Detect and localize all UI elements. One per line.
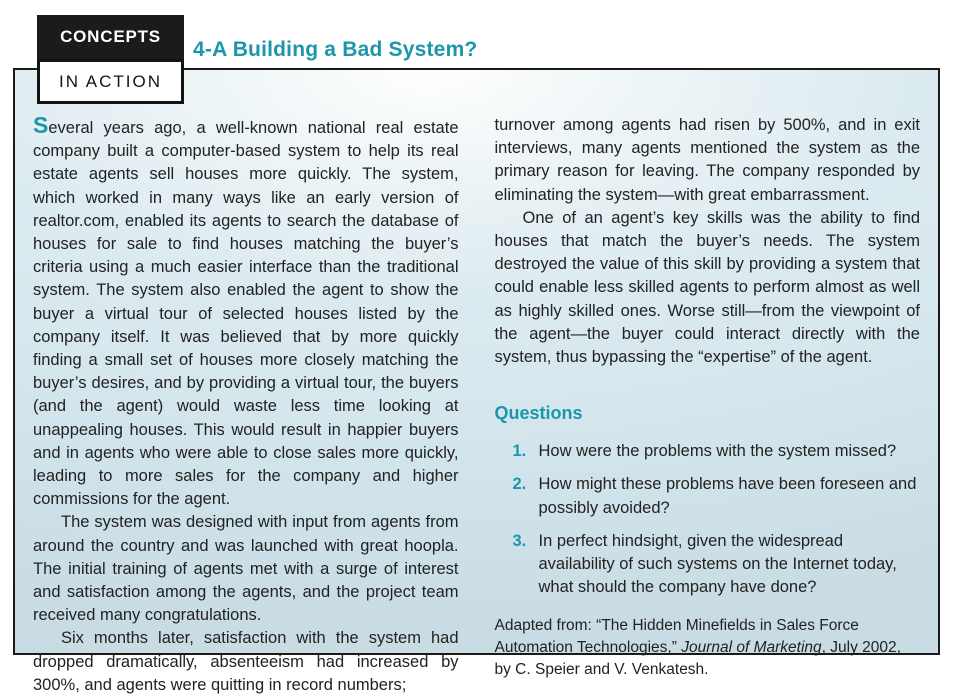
question-text: How might these problems have been foreseen and possibly avoided? bbox=[538, 475, 917, 517]
right-column bbox=[495, 114, 921, 695]
left-column bbox=[33, 114, 459, 695]
citation-suffix: , July 2002, by C. Speier and V. Venkatesh. bbox=[494, 639, 901, 679]
article-paragraph-1 bbox=[33, 114, 459, 511]
citation-prefix: Adapted from: “The Hidden Minefields in Sales Force Automation Technologies,” bbox=[494, 617, 859, 657]
question-number: 2. bbox=[512, 475, 527, 494]
question-item bbox=[495, 530, 921, 600]
article-paragraph-4: turnover among agents had risen by 500%, and in exit interviews, many agents mentioned the system as the primary reason for leaving. The company responded by eliminating the system—with great embarrassment. bbox=[494, 116, 920, 204]
citation bbox=[495, 615, 921, 681]
article-paragraph-5: One of an agent’s key skills was the ability to find houses that match the buyer’s needs. The system destroyed the value of this skill by providing a system that could enable less skilled agents to perform almost as well as highly skilled ones. Worse still—from the viewpoint of the agent—the buyer could interact directly with the system, thus bypassing the “expertise” of the agent. bbox=[494, 208, 920, 367]
in-action-badge-label: IN ACTION bbox=[58, 71, 162, 91]
concepts-badge bbox=[37, 15, 184, 59]
paragraph-1-text: everal years ago, a well-known national real estate company built a computer-based system to help its real estate agents sell houses more quickly. The system, which worked in many ways like an early version of realtor.com, enabled its agents to search the database of houses for sale to find houses matching the buyer’s criteria using a much easier interface than the traditional system. The system also enabled the agent to show the buyer a virtual tour of selected houses listed by the company itself. It was believed that by more quickly finding a small set of houses more closely matching the buyer’s desires, and by providing a virtual tour, the buyers (and the agent) would waste less time looking at unappealing houses. This would result in happier buyers and in agents who were able to close sales more quickly, leading to more sales for the company and higher commissions for the agent. bbox=[33, 119, 459, 509]
concepts-badge-label: CONCEPTS bbox=[60, 27, 161, 46]
question-item bbox=[495, 473, 921, 519]
question-number: 1. bbox=[512, 442, 527, 461]
question-text: In perfect hindsight, given the widespread availability of such systems on the Internet today, what should the company have done? bbox=[538, 531, 897, 597]
in-action-badge bbox=[37, 59, 184, 104]
article-box bbox=[13, 68, 940, 694]
question-item bbox=[495, 440, 921, 463]
question-number: 3. bbox=[512, 531, 527, 550]
questions-heading: Questions bbox=[494, 403, 583, 424]
article-paragraph-3: Six months later, satisfaction with the system had dropped dramatically, absenteeism had increased by 300%, and agents were quitting in record numbers; bbox=[33, 629, 459, 694]
text-columns bbox=[15, 70, 938, 695]
drop-initial: S bbox=[33, 112, 49, 138]
citation-journal: Journal of Marketing bbox=[681, 639, 822, 657]
article-paragraph-2: The system was designed with input from agents from around the country and was launched with great hoopla. The initial training of agents met with a surge of interest and satisfaction among the agents, and the project team received many congratulations. bbox=[33, 513, 459, 625]
article-title: 4-A Building a Bad System? bbox=[193, 38, 478, 62]
question-text: How were the problems with the system missed? bbox=[538, 442, 897, 461]
